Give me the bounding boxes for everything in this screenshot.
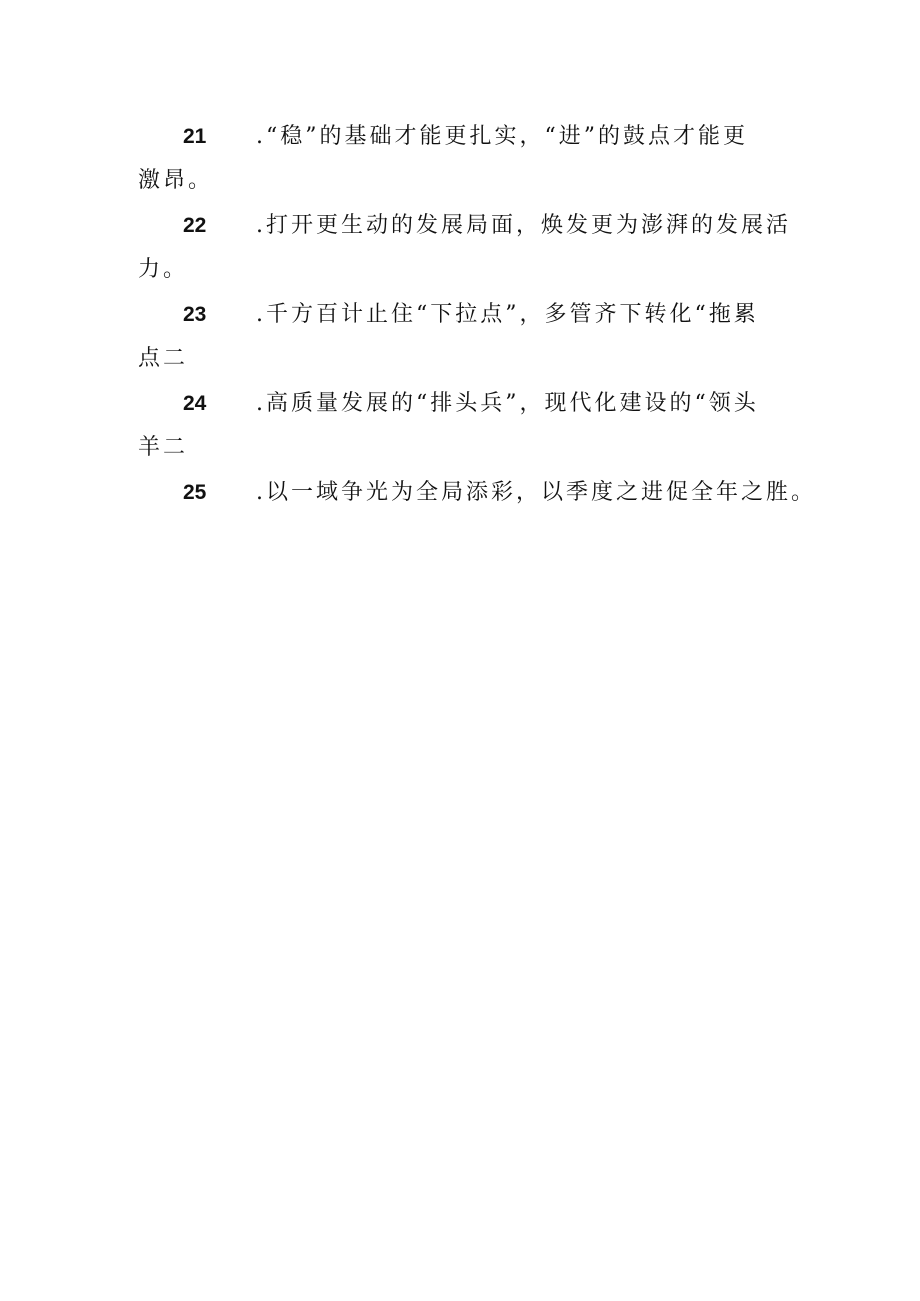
item-text-line-1: .高质量发展的“排头兵”，现代化建设的“领头 <box>256 391 759 416</box>
item-text-line-1: .以一域争光为全局添彩，以季度之进促全年之胜。 <box>256 480 816 505</box>
item-number: 23 <box>183 303 207 326</box>
list-item <box>138 382 818 470</box>
list-item <box>138 471 818 515</box>
item-text-line-2: 点二 <box>138 346 189 371</box>
item-text-line-1: .打开更生动的发展局面，焕发更为澎湃的发展活 <box>256 213 791 238</box>
item-text-line-2: 激昂。 <box>138 168 214 193</box>
item-text-line-1: .千方百计止住“下拉点”，多管齐下转化“拖累 <box>256 302 759 327</box>
item-number: 22 <box>183 214 207 237</box>
item-text-line-2: 力。 <box>138 257 189 282</box>
item-number: 21 <box>183 125 207 148</box>
item-number: 24 <box>183 392 207 415</box>
list-item <box>138 115 818 203</box>
item-number: 25 <box>183 481 207 504</box>
list-item <box>138 204 818 292</box>
item-text-line-2: 羊二 <box>138 435 189 460</box>
list-item <box>138 293 818 381</box>
item-text-line-1: .“稳”的基础才能更扎实，“进”的鼓点才能更 <box>256 124 748 149</box>
